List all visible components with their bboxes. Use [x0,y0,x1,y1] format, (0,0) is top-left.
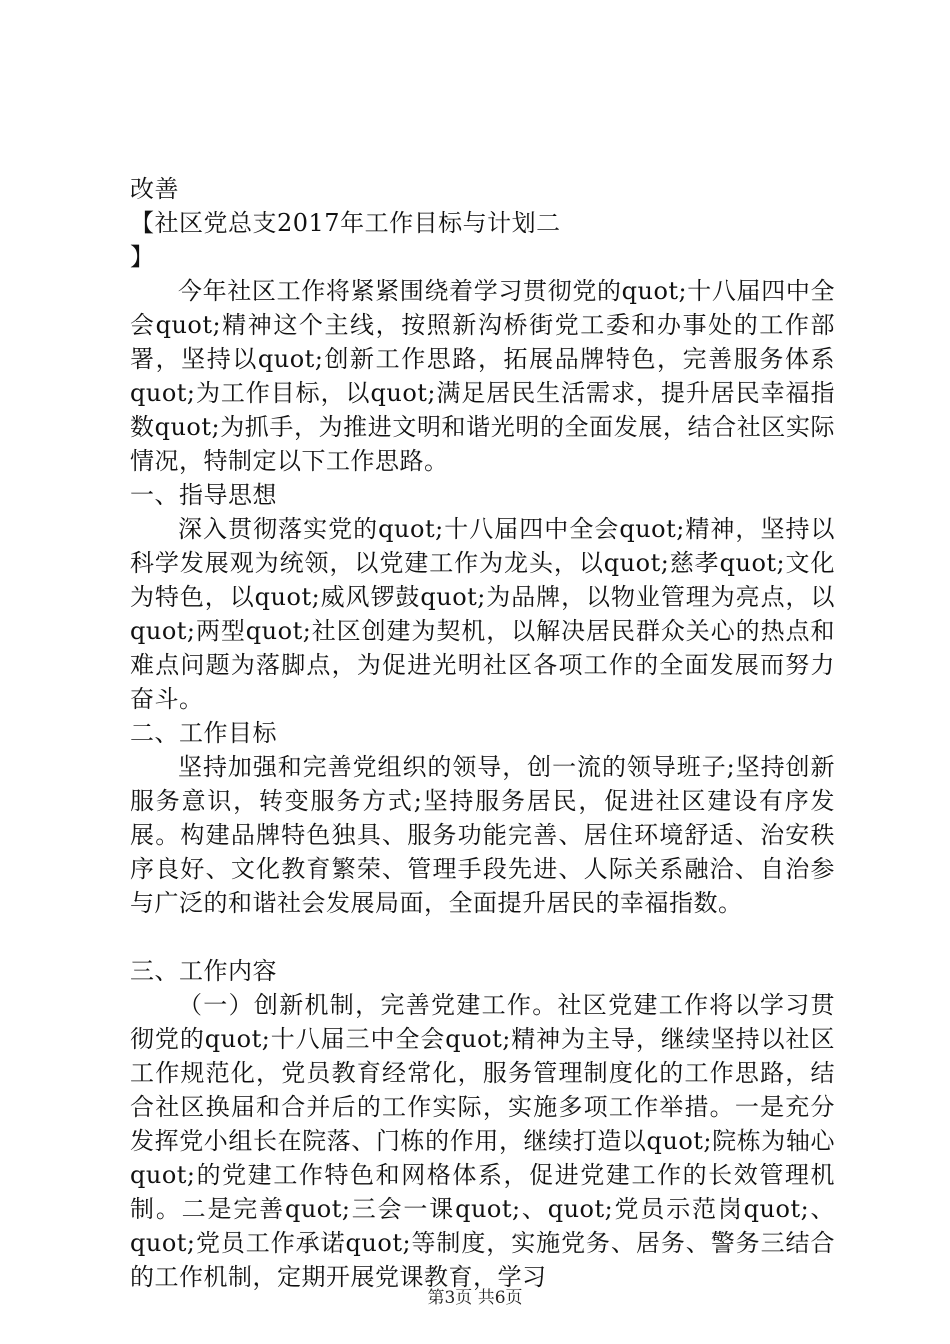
paragraph-intro: 今年社区工作将紧紧围绕着学习贯彻党的quot;十八届四中全会quot;精神这个主线，按照新沟桥街党工委和办事处的工作部署，坚持以quot;创新工作思路，拓展品牌特色，完善服务体系quot;为工作目标，以quot;满足居民生活需求，提升居民幸福指数quot;为抓手，为推进文明和谐光明的全面发展，结合社区实际情况，特制定以下工作思路。 [130,277,835,475]
heading-work-content: 三、工作内容 [130,957,277,985]
paragraph-guiding-ideology: 深入贯彻落实党的quot;十八届四中全会quot;精神，坚持以科学发展观为统领，以党建工作为龙头，以quot;慈孝quot;文化为特色，以quot;威风锣鼓quot;为品牌，以物业管理为亮点，以quot;两型quot;社区创建为契机，以解决居民群众关心的热点和难点问题为落脚点，为促进光明社区各项工作的全面发展而努力奋斗。 [130,515,835,713]
heading-guiding-ideology: 一、指导思想 [130,481,277,509]
heading-work-goals: 二、工作目标 [130,719,277,747]
text-line-continuation: 改善 [130,175,179,203]
document-body [130,172,835,1294]
paragraph-gap [130,920,835,954]
section-title: 【社区党总支2017年工作目标与计划二 [130,209,561,237]
page-number-footer: 第3页 共6页 [427,1288,523,1308]
section-title-close-bracket: 】 [130,243,155,271]
paragraph-work-content: （一）创新机制，完善党建工作。社区党建工作将以学习贯彻党的quot;十八届三中全会quot;精神为主导，继续坚持以社区工作规范化，党员教育经常化，服务管理制度化的工作思路，结合社区换届和合并后的工作实际，实施多项工作举措。一是充分发挥党小组长在院落、门栋的作用，继续打造以quot;院栋为轴心quot;的党建工作特色和网格体系，促进党建工作的长效管理机制。二是完善quot;三会一课quot;、quot;党员示范岗quot;、quot;党员工作承诺quot;等制度，实施党务、居务、警务三结合的工作机制，定期开展党课教育，学习 [130,991,835,1291]
paragraph-work-goals: 坚持加强和完善党组织的领导，创一流的领导班子;坚持创新服务意识，转变服务方式;坚持服务居民，促进社区建设有序发展。构建品牌特色独具、服务功能完善、居住环境舒适、治安秩序良好、文化教育繁荣、管理手段先进、人际关系融洽、自治参与广泛的和谐社会发展局面，全面提升居民的幸福指数。 [130,753,835,917]
